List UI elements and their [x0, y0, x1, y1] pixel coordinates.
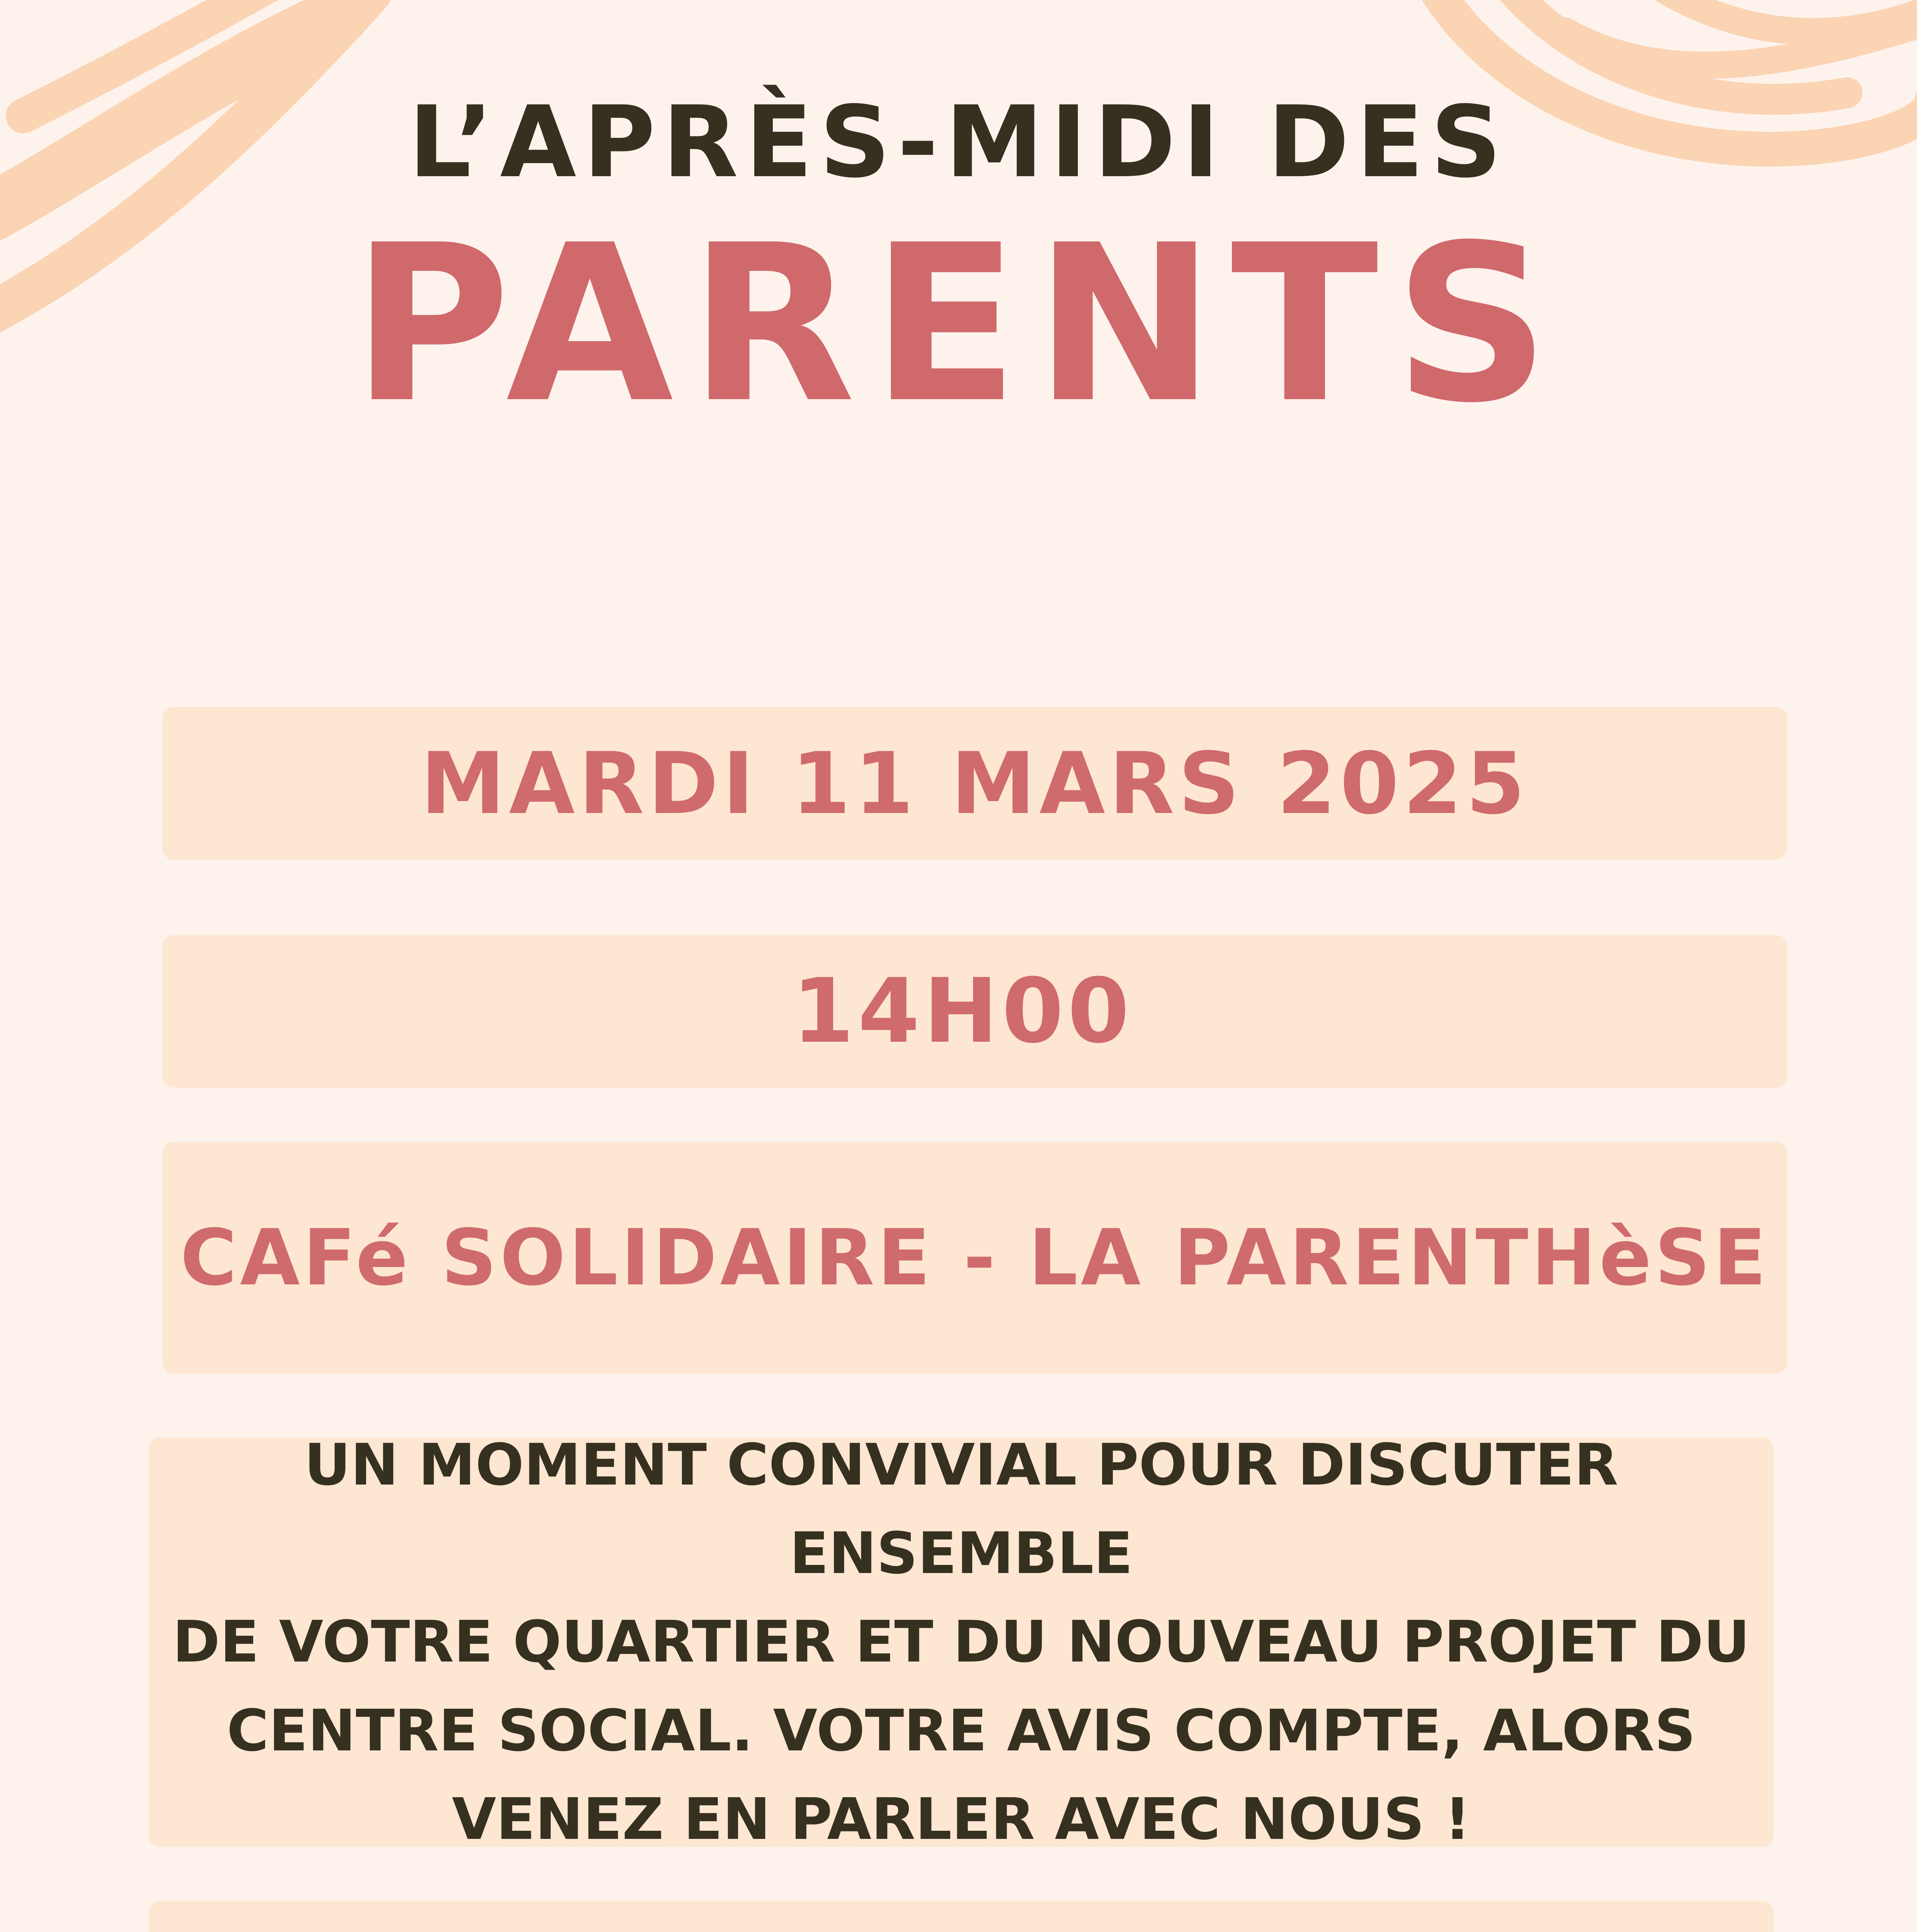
time-box	[162, 935, 1787, 1088]
title-line-2: PARENTS	[352, 199, 1565, 451]
place-box	[162, 1142, 1787, 1374]
event-date: MARDI 11 MARS 2025	[420, 734, 1529, 833]
description-line: CENTRE SOCIAL. VOTRE AVIS COMPTE, ALORS	[226, 1697, 1696, 1764]
description-line: DE VOTRE QUARTIER ET DU NOUVEAU PROJET DU	[172, 1609, 1750, 1675]
title-line-1: L’APRÈS-MIDI DES	[408, 85, 1509, 200]
description-box	[149, 1431, 1774, 1853]
date-box	[162, 707, 1787, 860]
description-line: UN MOMENT CONVIVIAL POUR DISCUTER ENSEMBLE	[304, 1431, 1618, 1587]
pricing-box	[149, 1901, 1774, 1932]
event-place: CAFé SOLIDAIRE - LA PARENTHèSE	[180, 1213, 1769, 1303]
event-time: 14H00	[792, 960, 1133, 1063]
description-line: VENEZ EN PARLER AVEC NOUS !	[452, 1786, 1471, 1853]
description-text	[149, 1421, 1774, 1864]
